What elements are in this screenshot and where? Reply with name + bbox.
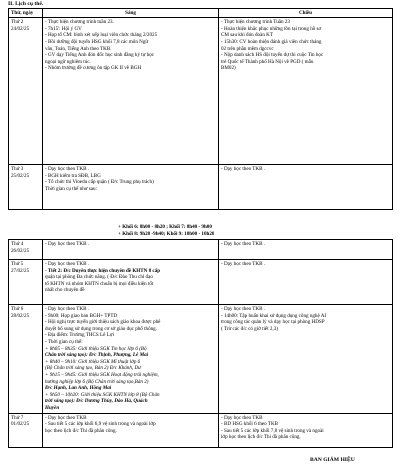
- day-cell: [9, 18, 43, 165]
- schedule-note-line: [118, 231, 214, 238]
- table-row: [9, 165, 393, 210]
- table-header-row: [9, 9, 393, 18]
- text-line: 02 trên phần mềm dgccvc: [221, 45, 274, 52]
- afternoon-cell: [219, 165, 393, 210]
- text-line: + 8h40 – 9h10: Giới thiệu SGK Mĩ thuật lớp 6: [45, 358, 141, 365]
- day-name: Thứ 4: [11, 241, 24, 247]
- morning-cell: [43, 260, 219, 305]
- text-line: - Địa điểm: Trường THCS Lê Lợi: [45, 332, 114, 339]
- text-line: (Bộ Chân trời sáng tạo, Bản 2) Đ/c Khánh, Dư: [45, 365, 141, 372]
- text-line: - Dạy học theo TKB: [45, 414, 87, 421]
- text-line: - Dạy học theo TKB .: [45, 261, 90, 267]
- text-line: - Dạy học theo TKB .: [221, 261, 266, 267]
- morning-cell: [43, 165, 219, 210]
- text-line: văn, Toán, Tiếng Anh theo TKB.: [45, 45, 112, 52]
- text-line: - Họp tổ CM: bình xét xếp loại viên chức tháng 2/2025: [45, 32, 158, 39]
- day-date: 01/02/25: [11, 421, 30, 428]
- text-line: - Thời gian cụ thể:: [45, 338, 83, 345]
- note-text: Khối 6: 8h00 - 8h20 ; Khối 7: 8h40 - 9h00: [122, 224, 212, 230]
- header-afternoon: Chiều: [219, 9, 393, 18]
- note-text: Khối 8: 9h20 -9h40; Khối 9: 10h00 - 10h20: [122, 230, 215, 237]
- text-line: + 9h50 – 10h20: Giới thiệu SGK KHTN lớp 8 (Bộ Chân: [45, 391, 160, 398]
- text-line: - Hoàn thiện khắc phục những tồn tại trong hồ sơ: [221, 25, 322, 32]
- day-cell: [9, 165, 43, 210]
- text-line: - Dạy học theo TKB .: [45, 241, 90, 247]
- text-line: Huyền: [45, 404, 60, 411]
- text-line: - Sau tiết 5 các lớp khối 7,8 vệ sinh trong và ngoài: [221, 427, 324, 434]
- text-line: - 15h30: CV hoàn thiện đánh giá viên chức tháng: [221, 38, 322, 45]
- text-line: - Hội nghị trực tuyến giới thiệu sách giáo khoa được phê: [45, 319, 161, 326]
- text-line: duyệt bổ sung sử dụng trong cơ sở giáo dục phổ thông.: [45, 325, 157, 332]
- afternoon-cell: [219, 260, 393, 305]
- text-line: - Nhóm trưởng đề cương ôn tập GK II về BGH: [45, 65, 142, 72]
- morning-cell: [43, 305, 219, 414]
- text-line: - Tổ chức thi Vioedu cấp quận ( Đ/c Trung phụ trách): [45, 179, 154, 186]
- text-line: ( Trừ các đ/c có giờ tiết 2,3): [221, 325, 278, 332]
- day-cell: [9, 413, 43, 447]
- section-title: II. Lịch cụ thể.: [8, 1, 44, 7]
- text-line: - Dạy học theo TKB .: [45, 306, 90, 312]
- text-line: BM02): [221, 65, 236, 72]
- text-line: trời sáng tạo): Đ/c Dương Thùy, Đào Hà, Quách: [45, 398, 148, 405]
- day-date: 28/02/25: [11, 312, 30, 319]
- text-line: - 9h00: Họp giao ban BGH+ TPTD: [45, 312, 118, 319]
- text-line: trẻ Quốc tế Thành phố Hà Nội về PGD ( mẫu: [221, 58, 314, 65]
- text-line: - Tiết 2: Đ/c Duyên thực hiện chuyên đề KHTN 8 cấp: [45, 267, 161, 274]
- day-name: Thứ 2: [11, 19, 24, 26]
- text-line: - Thực hiện chương trình tuần 23.: [45, 19, 114, 26]
- text-line: - Dạy học theo TKB .: [221, 241, 266, 247]
- afternoon-cell: [219, 240, 393, 260]
- day-date: 24/02/25: [11, 25, 30, 32]
- bullet: +: [118, 224, 123, 230]
- text-line: tổ KHTN và nhóm KHTN chuẩn bị mọi điều kiện tốt: [45, 280, 154, 287]
- text-line: trong công tác quản lý và dạy học tại phòng HDSP: [221, 319, 325, 326]
- day-date: 27/02/25: [11, 267, 30, 274]
- text-line: - Sau tiết 5 các lớp khối 6,9 vệ sinh trong và ngoài lớp: [45, 421, 156, 428]
- text-line: - 14h00: Tập huấn khai sử dụng dụng công nghệ AI: [221, 312, 327, 319]
- day-cell: [9, 240, 43, 260]
- day-cell: [9, 305, 43, 414]
- afternoon-cell: [219, 413, 393, 447]
- table-row: [9, 240, 393, 260]
- day-date: 26/02/25: [11, 247, 30, 254]
- text-line: hướng nghiệp lớp 6 (Bộ Chân trời sáng tạo,Bản 2): [45, 378, 149, 385]
- text-line: - Dạy học theo TKB .: [221, 306, 266, 312]
- text-line: - 7h15': Hội ý GV: [45, 25, 82, 32]
- afternoon-cell: [219, 305, 393, 414]
- afternoon-cell: [219, 18, 393, 165]
- text-line: Đ/c Hạnh, Lan Anh, Hồng Mai: [45, 385, 112, 392]
- text-line: Chân trời sáng tạo): Đ/c Thịnh, Phượng, Lê Mai: [45, 352, 149, 359]
- text-line: CM sau khi đón đoàn KT: [221, 32, 273, 39]
- schedule-table-top: [8, 8, 393, 210]
- header-day: Thứ, ngày: [9, 9, 43, 18]
- table-row: [9, 18, 393, 165]
- schedule-note-line: [118, 224, 214, 231]
- text-line: - Dạy học theo TKB .: [221, 166, 266, 173]
- text-line: - BD HSG khối 6 theo TKB: [221, 421, 279, 428]
- day-name: Thứ 7: [11, 414, 24, 421]
- text-line: - GV dạy Tiếng Anh đón đốc học sinh đăng ký tự học: [45, 52, 155, 59]
- bullet: +: [118, 230, 123, 237]
- text-line: nhất cho chuyên đề: [45, 287, 85, 294]
- schedule-note: [118, 224, 214, 237]
- text-line: - Dạy học theo TKB: [221, 414, 263, 421]
- morning-cell: [43, 413, 219, 447]
- morning-cell: [43, 18, 219, 165]
- table-row: [9, 305, 393, 414]
- morning-cell: [43, 240, 219, 260]
- day-name: Thứ 6: [11, 306, 24, 312]
- text-line: - Nộp danh sách HS đội tuyển dự thi cuộc Tin học: [221, 52, 324, 59]
- text-line: ngoại ngữ nghiêm túc.: [45, 58, 91, 65]
- day-cell: [9, 260, 43, 305]
- day-name: Thứ 3: [11, 166, 24, 173]
- text-line: + 8h05 – 8h35: Giới thiệu SGK Tin học lớp 6 (Bộ: [45, 345, 147, 352]
- text-line: - BGH kiểm tra SĐB, LBG: [45, 172, 101, 179]
- day-date: 25/02/25: [11, 172, 30, 179]
- text-line: quận tại phòng Đa chức năng. ( Đ/c Đào Thu chỉ đạo: [45, 274, 153, 281]
- text-line: lớp học theo lịch đ/c Thi đã phân công.: [221, 434, 301, 441]
- day-name: Thứ 5: [11, 261, 24, 267]
- text-line: học theo lịch đ/c Thi đã phân công.: [45, 427, 117, 434]
- text-line: - Dạy học theo TKB .: [45, 166, 90, 173]
- text-line: - Bồi dưỡng đội tuyển HSG khối 7,8 các môn Ngữ: [45, 38, 149, 45]
- header-morning: Sáng: [43, 9, 219, 18]
- table-row: [9, 413, 393, 447]
- text-line: + 9h15 – 9h45: Giới thiệu SGK Hoạt động trải nghiệm,: [45, 371, 159, 378]
- text-line: Thời gian cụ thể như sau:: [45, 185, 97, 192]
- table-row: [9, 260, 393, 305]
- schedule-table-bottom: [8, 239, 393, 448]
- text-line: - Thực hiện chương trình Tuần 23: [221, 19, 290, 26]
- footer-signature-title: BAN GIÁM HIỆU: [310, 457, 355, 463]
